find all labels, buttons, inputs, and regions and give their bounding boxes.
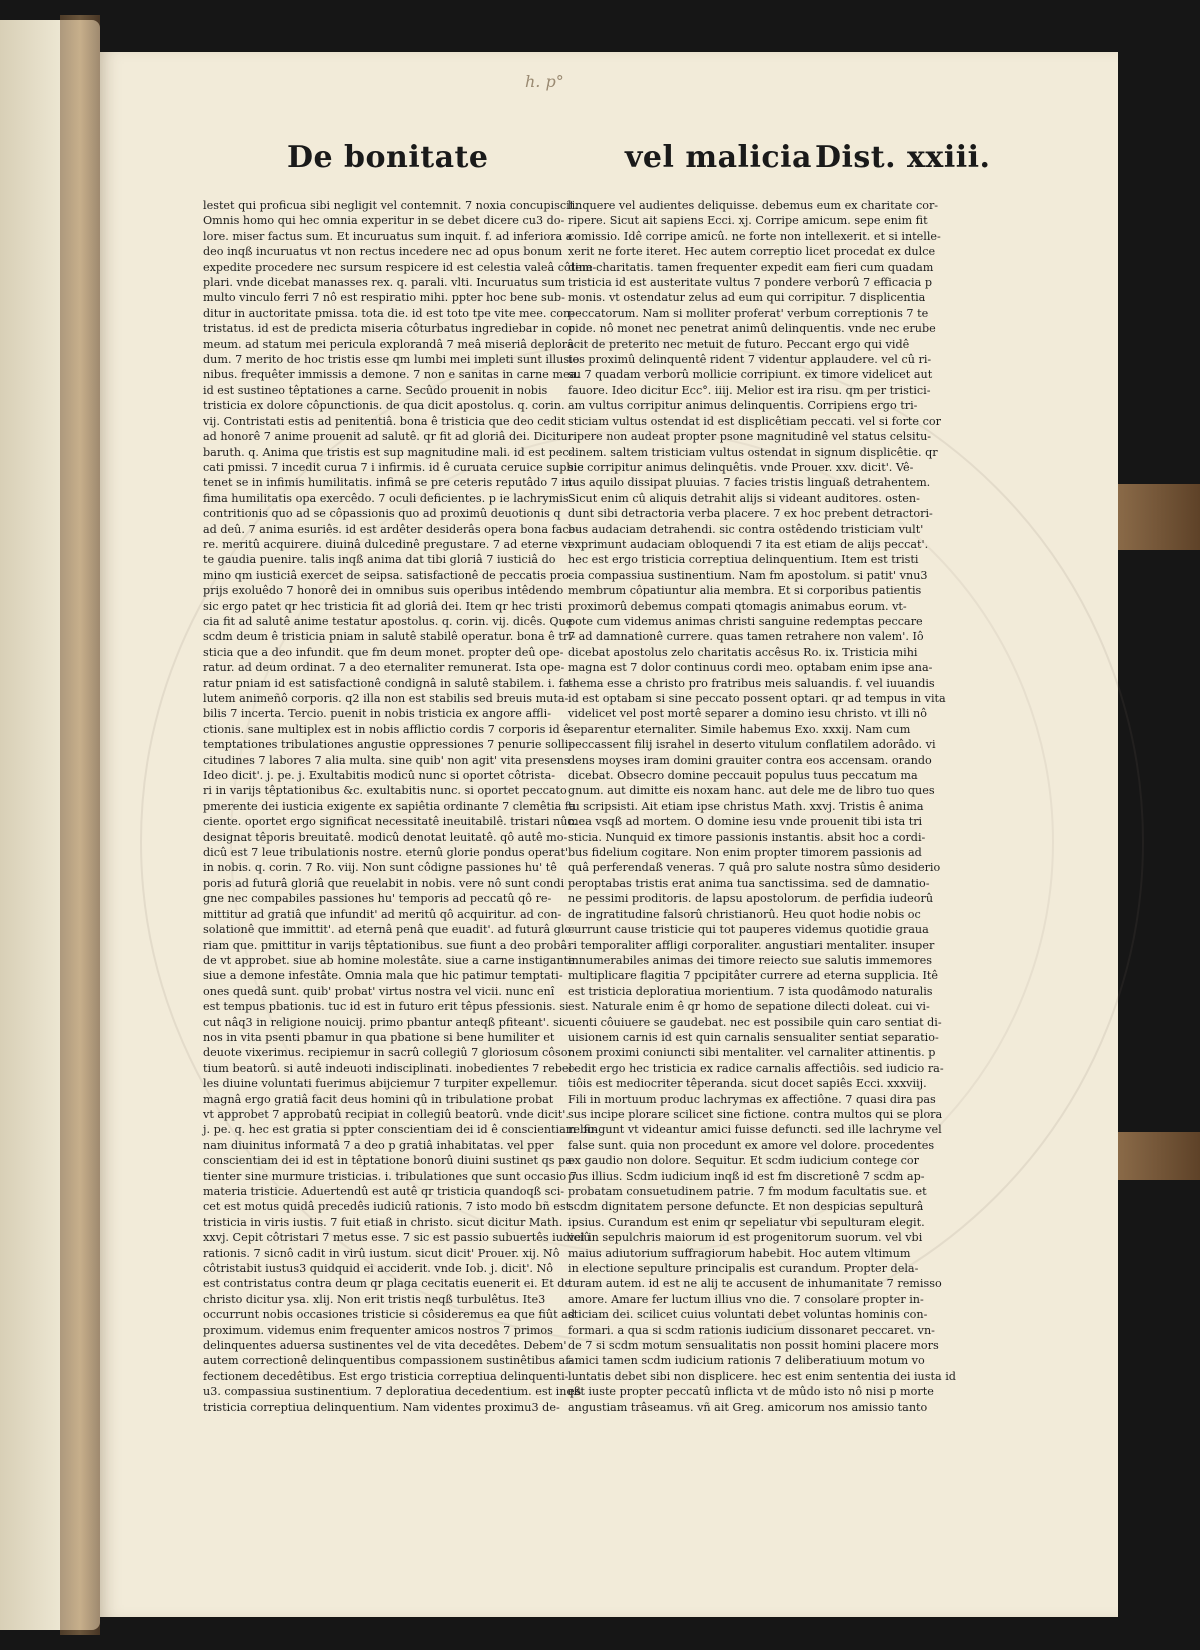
text-line: tu scripsisti. Ait etiam ipse christus Math. xxvj. Tristis ê anima [568, 799, 924, 813]
text-line: ad honorê 7 anime prouenit ad salutê. qr fit ad gloriâ dei. Dicitur [203, 430, 573, 444]
text-line: dum. 7 merito de hoc tristis esse qm lumbi mei impleti sunt illusio [203, 353, 580, 367]
text-line: currunt cause tristicie qui tot pauperes videmus quotidie graua [568, 923, 929, 937]
text-line: scit de preterito nec metuit de futuro. Peccant ergo qui vidê [568, 337, 910, 351]
text-line: tium beatorû. si autê indeuoti indisciplinati. inobedientes 7 rebel- [203, 1061, 576, 1075]
text-line: solationê que immittit'. ad eternâ penâ que euadit'. ad futurâ glo- [203, 923, 575, 937]
text-line: pide. nô monet nec penetrat animû delinquentis. vnde nec erube [568, 322, 936, 336]
text-line: maius adiutorium suffragiorum habebit. Hoc autem vltimum [568, 1246, 911, 1260]
text-line: deo inqß incuruatus vt non rectus incedere nec ad opus bonum [203, 245, 563, 259]
text-line: separentur eternaliter. Simile habemus Exo. xxxij. Nam cum [568, 722, 911, 736]
text-line: sticiam dei. scilicet cuius voluntati debet voluntas hominis con- [568, 1308, 928, 1322]
text-line: tenet se in infimis humilitatis. infimâ se pre ceteris reputâdo 7 in- [203, 476, 576, 490]
text-line: est. Naturale enim ê qr homo de sepatione dilecti doleat. cui vi- [568, 1000, 930, 1014]
text-line: rationis. 7 sicnô cadit in virû iustum. sicut dicit' Prouer. xij. Nô [203, 1246, 560, 1260]
text-line: tristicia correptiua delinquentium. Nam videntes proximu3 de- [203, 1400, 560, 1414]
text-line: dinem. saltem tristiciam vultus ostendat in signum displicêtie. qr [568, 445, 938, 459]
text-line: ratur pniam id est satisfactionê condignâ in salutê stabilem. i. fa- [203, 676, 574, 690]
text-line: monis. vt ostendatur zelus ad eum qui corripitur. 7 displicentia [568, 291, 926, 305]
text-line: tristatus. id est de predicta miseria côturbatus ingrediebar in cor [203, 322, 575, 336]
text-line: fima humilitatis opa exercêdo. 7 oculi deficientes. p ie lachrymis [203, 491, 569, 505]
text-line: tristicia ex dolore côpunctionis. de qua dicit apostolus. q. corin. [203, 399, 565, 413]
text-line: riam que. pmittitur in varijs têptationibus. sue fiunt a deo probâ- [203, 938, 571, 952]
text-line: sticia que a deo infundit. que fm deum monet. propter deû ope- [203, 645, 564, 659]
text-line: turam autem. id est ne alij te accusent de inhumanitate 7 remisso [568, 1277, 942, 1291]
text-line: scdm dignitatem persone defuncte. Et non despicias sepulturâ [568, 1200, 924, 1214]
text-line: prijs exoluêdo 7 honorê dei in omnibus suis operibus intêdendo [203, 584, 564, 598]
text-line: peroptabas tristis erat anima tua sanctissima. sed de damnatio- [568, 876, 930, 890]
text-line: multo vinculo ferri 7 nô est respiratio mihi. ppter hoc bene sub- [203, 291, 565, 305]
text-line: mino qm iusticiâ exercet de seipsa. satisfactionê de peccatis pro- [203, 568, 573, 582]
text-line: vt approbet 7 approbatû recipiat in collegiû beatorû. vnde dicit'. [203, 1107, 569, 1121]
text-line: lestet qui proficua sibi negligit vel contemnit. 7 noxia concupiscit. [203, 199, 578, 212]
text-line: cia compassiua sustinentium. Nam fm apostolum. si patit' vnu3 [568, 568, 928, 582]
text-line: linquere vel audientes deliquisse. debemus eum ex charitate cor- [568, 199, 939, 212]
text-line: ri temporaliter affligi corporaliter. angustiari mentaliter. insuper [568, 938, 935, 952]
text-line: cia fit ad salutê anime testatur apostolus. q. corin. vij. dicês. Que [203, 614, 573, 628]
text-line: comissio. Idê corripe amicû. ne forte non intellexerit. et si intelle- [568, 229, 941, 243]
text-line: sticia. Nunquid ex timore passionis instantis. absit hoc a cordi- [568, 830, 926, 844]
text-line: innumerabiles animas dei timore reiecto sue salutis immemores [568, 953, 932, 967]
text-line: sus incipe plorare scilicet sine fictione. contra multos qui se plora [568, 1107, 943, 1121]
text-line: designat têporis breuitatê. modicû denotat leuitatê. qô autê mo- [203, 830, 568, 844]
text-line: id est optabam si sine peccato possent optari. qr ad tempus in vita [568, 692, 946, 705]
text-line: ne pessimi proditoris. de lapsu apostolorum. de perfidia iudeorû [568, 892, 934, 906]
text-line: dicebat apostolus zelo charitatis accêsus Ro. ix. Tristicia mihi [568, 645, 918, 659]
text-line: ipsius. Curandum est enim qr sepeliatur vbi sepulturam elegit. [568, 1215, 925, 1229]
text-line: christo dicitur ysa. xlij. Non erit tristis neqß turbulêtus. Ite3 [203, 1292, 546, 1306]
text-line: sticiam vultus ostendat id est displicêtiam peccati. vel si forte cor [568, 414, 941, 428]
text-line: probatam consuetudinem patrie. 7 fm modum facultatis sue. et [568, 1185, 927, 1198]
binding-tab-lower [1118, 1132, 1200, 1180]
text-line: ripere. Sicut ait sapiens Ecci. xj. Corripe amicum. sepe enim fit [568, 214, 928, 228]
text-line: delinquentes aduersa sustinentes vel de vita decedêtes. Debem' [203, 1339, 567, 1353]
text-line: j. pe. q. hec est gratia si ppter conscientiam dei id ê conscientiam bo- [203, 1123, 598, 1137]
text-line: nam diuinitus informatâ 7 a deo p gratiâ inhabitatas. vel pper [203, 1138, 554, 1152]
text-line: occurrunt nobis occasiones tristicie si côsideremus ea que fiût ad [203, 1308, 575, 1322]
book-binding [60, 15, 100, 1635]
text-line: lutem animeñô corporis. q2 illa non est stabilis sed breuis muta- [203, 692, 569, 705]
text-line: angustiam trâseamus. vñ ait Greg. amicorum nos amissio tanto [568, 1400, 928, 1414]
text-line: temptationes tribulationes angustie oppressiones 7 penurie solli- [203, 738, 573, 752]
text-line: id est sustineo têptationes a carne. Secûdo prouenit in nobis [203, 383, 548, 397]
text-line: videlicet vel post mortê separer a domino iesu christo. vt illi nô [568, 707, 927, 721]
text-line: lore. miser factus sum. Et incuruatus sum inquit. f. ad inferiora a [203, 229, 573, 243]
text-line: proximorû debemus compati qtomagis animabus eorum. vt- [568, 599, 907, 613]
text-line: vij. Contristati estis ad penitentiâ. bona ê tristicia que deo cedit [203, 414, 566, 428]
binding-tab-upper [1118, 484, 1200, 550]
text-line: pmerente dei iusticia exigente ex sapiêtia ordinante 7 clemêtia fa [203, 799, 576, 813]
text-line: Sicut enim cû aliquis detrahit alijs si videant auditores. osten- [568, 491, 920, 505]
text-line: conscientiam dei id est in têptatione bonorû diuini sustinet qs pa- [203, 1154, 576, 1168]
text-line: sic ergo patet qr hec tristicia fit ad gloriâ dei. Item qr hec tristi [203, 599, 563, 613]
text-line: thema esse a christo pro fratribus meis saluandis. f. vel iuuandis [568, 676, 935, 690]
text-line: meum. ad statum mei pericula explorandâ 7 meâ miseriâ deplorâ [203, 337, 574, 351]
text-line: te gaudia puenire. talis inqß anima dat tibi gloriâ 7 iusticiâ do [203, 553, 556, 567]
text-line: tiôis est mediocriter têperanda. sicut docet sapiês Ecci. xxxviij. [568, 1077, 927, 1091]
text-line: amici tamen scdm iudicium rationis 7 deliberatiuum motum vo [568, 1354, 925, 1368]
text-line: uisionem carnis id est quin carnalis sensualiter sentiat separatio- [568, 1030, 939, 1044]
text-line: scdm deum ê tristicia pniam in salutê stabilê operatur. bona ê tri- [203, 630, 576, 644]
text-line: vel in sepulchris maiorum id est progenitorum suorum. vel vbi [568, 1231, 923, 1245]
running-header-left: De bonitate [287, 140, 489, 175]
text-line: proximum. videmus enim frequenter amicos nostros 7 primos [203, 1323, 553, 1337]
text-line: côtristabit iustus3 quidquid ei acciderit. vnde Iob. j. dicit'. Nô [203, 1262, 554, 1276]
text-line: dens moyses iram domini grauiter contra eos accensam. orando [568, 753, 932, 767]
text-line: hec est ergo tristicia correptiua delinquentium. Item est tristi [568, 553, 919, 567]
text-line: sic corripitur animus delinquêtis. vnde Prouer. xxv. dicit'. Vê- [568, 460, 914, 474]
text-column-right [568, 198, 956, 1414]
text-line: ciente. oportet ergo significat necessitatê ineuitabilê. tristari nûc. [203, 815, 578, 829]
text-line: dicebat. Obsecro domine peccauit populus tuus peccatum ma [568, 769, 918, 783]
text-line: expedite procedere nec sursum respicere id est celestia valeâ côtem- [203, 260, 597, 274]
text-line: de vt approbet. siue ab homine molestâte. siue a carne instigante. [203, 953, 579, 967]
text-line: tes proximû delinquentê rident 7 videntur applaudere. vel cû ri- [568, 353, 932, 367]
text-line: magnâ ergo gratiâ facit deus homini qû in tribulatione probat [203, 1092, 554, 1106]
text-line: ditur in auctoritate pmissa. tota die. id est toto tpe vite mee. con- [203, 306, 574, 320]
text-line: dunt sibi detractoria verba placere. 7 ex hoc prebent detractori- [568, 507, 933, 521]
text-line: false sunt. quia non procedunt ex amore vel dolore. procedentes [568, 1138, 935, 1152]
text-line: est tristicia deploratiua morientium. 7 ista quodâmodo naturalis [568, 984, 933, 998]
text-line: u3. compassiua sustinentium. 7 deploratiua decedentium. est inqß [203, 1385, 582, 1399]
text-line: multiplicare flagitia 7 ppcipitâter currere ad eterna supplicia. Itê [568, 969, 938, 983]
text-line: dicû est 7 leue tribulationis nostre. eternû glorie pondus operat' [203, 846, 569, 860]
text-line: uenti côuiuere se gaudebat. nec est possibile quin caro sentiat di- [568, 1015, 942, 1029]
text-line: bus audaciam detrahendi. sic contra ostêdendo tristiciam vult' [568, 522, 924, 536]
text-line: nem proximi coniuncti sibi mentaliter. vel carnaliter attinentis. p [568, 1046, 936, 1060]
text-line: nos in vita psenti pbamur in qua pbatione si bene humiliter et [203, 1030, 555, 1044]
text-line: mittitur ad gratiâ que infundit' ad meritû qô acquiritur. ad con- [203, 907, 562, 921]
text-line: bus fidelium cogitare. Non enim propter timorem passionis ad [568, 846, 922, 860]
text-line: fauore. Ideo dicitur Ecc°. iiij. Melior est ira risu. qm per tristici- [568, 383, 931, 397]
text-line: xerit ne forte iteret. Hec autem correptio licet procedat ex dulce [568, 245, 936, 259]
text-line: magna est 7 dolor continuus cordi meo. optabam enim ipse ana- [568, 661, 933, 675]
text-line: cati pmissi. 7 incedit curua 7 i infirmis. id ê curuata ceruice supbie [203, 460, 584, 474]
text-line: pus illius. Scdm iudicium inqß id est fm discretionê 7 scdm ap- [568, 1169, 925, 1183]
text-line: membrum côpatiuntur alia membra. Et si corporibus patientis [568, 584, 922, 598]
text-column-left [203, 198, 598, 1628]
text-line: cut nâq3 in religione nouicij. primo pbantur anteqß pfiteant'. sic [203, 1015, 569, 1029]
text-line: in electione sepulture principalis est curandum. Propter dela- [568, 1262, 919, 1276]
text-line: autem correctionê delinquentibus compassionem sustinêtibus af- [203, 1354, 573, 1368]
text-line: les diuine voluntati fuerimus abijciemur 7 turpiter expellemur. [203, 1077, 558, 1091]
text-line: peccatorum. Nam si molliter proferat' verbum correptionis 7 te [568, 306, 929, 320]
text-line: Omnis homo qui hec omnia experitur in se debet dicere cu3 do- [203, 214, 565, 228]
text-line: exprimunt audaciam obloquendi 7 ita est etiam de alijs peccat'. [568, 537, 929, 551]
running-header-right: Dist. xxiii. [815, 140, 991, 175]
text-line: poris ad futurâ gloriâ que reuelabit in nobis. vere nô sunt condi [203, 876, 565, 890]
running-header-middle: vel malicia [625, 140, 812, 175]
text-line: pote cum videmus animas christi sanguine redemptas peccare [568, 614, 923, 628]
text-line: bilis 7 incerta. Tercio. puenit in nobis tristicia ex angore affli- [203, 707, 552, 721]
text-line: est contristatus contra deum qr plaga cecitatis euenerit ei. Et de [203, 1277, 572, 1291]
text-line: luntatis debet sibi non displicere. hec est enim sententia dei iusta id [568, 1369, 956, 1383]
text-line: ri in varijs têptationibus &c. exultabitis nunc. si oportet peccato [203, 784, 567, 798]
text-line: est tempus pbationis. tuc id est in futuro erit têpus pfessionis. si [203, 1000, 569, 1014]
text-line: formari. a qua si scdm rationis iudicium dissonaret peccaret. vn- [568, 1323, 935, 1337]
text-line: baruth. q. Anima que tristis est sup magnitudine mali. id est pec- [203, 445, 573, 459]
text-line: fectionem decedêtibus. Est ergo tristicia correptiua delinquenti- [203, 1369, 569, 1383]
text-line: de ingratitudine falsorû christianorû. Heu quot hodie nobis oc [568, 907, 921, 921]
text-line: Ideo dicit'. j. pe. j. Exultabitis modicû nunc si oportet côtrista- [203, 769, 556, 783]
text-line: tus aquilo dissipat pluuias. 7 facies tristis linguaß detrahentem. [568, 476, 931, 490]
text-line: 7 ad damnationê currere. quas tamen retrahere non valem'. Iô [568, 630, 924, 644]
text-line: xxvj. Cepit côtristari 7 metus esse. 7 sic est passio subuertês iudiciû [203, 1231, 591, 1245]
text-line: plari. vnde dicebat manasses rex. q. parali. vlti. Incuruatus sum [203, 276, 566, 290]
margin-annotation: h. p° [525, 72, 564, 91]
text-line: tristicia id est austeritate vultus 7 pondere verborû 7 efficacia p [568, 276, 932, 290]
text-line: in nobis. q. corin. 7 Ro. viij. Non sunt côdigne passiones hu' tê [203, 861, 557, 875]
text-line: ex gaudio non dolore. Sequitur. Et scdm iudicium contege cor [568, 1154, 920, 1168]
text-line: am vultus corripitur animus delinquentis. Corripiens ergo tri- [568, 399, 918, 413]
text-line: siue a demone infestâte. Omnia mala que hic patimur temptati- [203, 969, 563, 983]
text-line: citudines 7 labores 7 alia multa. sine quib' non agit' vita presens [203, 753, 570, 767]
text-line: nibus. frequêter immissis a demone. 7 non e sanitas in carne mea. [203, 368, 580, 382]
text-line: amore. Amare fer luctum illius vno die. 7 consolare propter in- [568, 1292, 924, 1306]
text-line: materia tristicie. Aduertendû est autê qr tristicia quandoqß sci- [203, 1185, 565, 1198]
text-line: tristicia in viris iustis. 7 fuit etiaß in christo. sicut dicitur Math. [203, 1215, 563, 1229]
text-line: ad deû. 7 anima esuriês. id est ardêter desiderâs opera bona face- [203, 522, 580, 536]
text-line: ratur. ad deum ordinat. 7 a deo eternaliter remunerat. Ista ope- [203, 661, 565, 675]
text-line: re. meritû acquirere. diuinâ dulcedinê pregustare. 7 ad eterne vi- [203, 537, 576, 551]
text-line: deuote vixerimus. recipiemur in sacrû collegiû 7 gloriosum côsor [203, 1046, 573, 1060]
text-line: quâ perferendaß veneras. 7 quâ pro salute nostra sûmo desiderio [568, 861, 941, 875]
text-line: re fingunt vt videantur amici fuisse defuncti. sed ille lachryme vel [568, 1123, 942, 1137]
text-line: peccassent filij israhel in deserto vitulum conflatilem adorâdo. vi [568, 738, 936, 752]
text-line: su 7 quadam verborû mollicie corripiunt. ex timore videlicet aut [568, 368, 933, 382]
text-line: mea vsqß ad mortem. O domine iesu vnde prouenit tibi ista tri [568, 815, 923, 829]
text-line: gnum. aut dimitte eis noxam hanc. aut dele me de libro tuo ques [568, 784, 935, 798]
text-line: ctionis. sane multiplex est in nobis afflictio cordis 7 corporis id ê [203, 722, 570, 736]
text-line: gne nec compabiles passiones hu' temporis ad peccatû qô re- [203, 892, 552, 906]
text-line: tienter sine murmure tristicias. i. tribulationes que sunt occasio 7 [203, 1169, 577, 1183]
text-line: Fili in mortuum produc lachrymas ex affectiône. 7 quasi dira pas [568, 1092, 936, 1106]
text-line: dine charitatis. tamen frequenter expedit eam fieri cum quadam [568, 260, 934, 274]
text-line: contritionis quo ad se côpassionis quo ad proximû deuotionis q [203, 507, 561, 521]
text-line: est iuste propter peccatû inflicta vt de mûdo isto nô nisi p morte [568, 1385, 934, 1399]
text-line: cet est motus quidâ precedês iudiciû rationis. 7 isto modo bñ est [203, 1200, 571, 1214]
text-line: cedit ergo hec tristicia ex radice carnalis affectiôis. sed iudicio ra- [568, 1061, 944, 1075]
text-line: de 7 si scdm motum sensualitatis non possit homini placere mors [568, 1339, 939, 1353]
text-line: ripere non audeat propter psone magnitudinê vel status celsitu- [568, 430, 932, 444]
text-line: ones quedâ sunt. quib' probat' virtus nostra vel vicii. nunc enî [203, 984, 555, 998]
